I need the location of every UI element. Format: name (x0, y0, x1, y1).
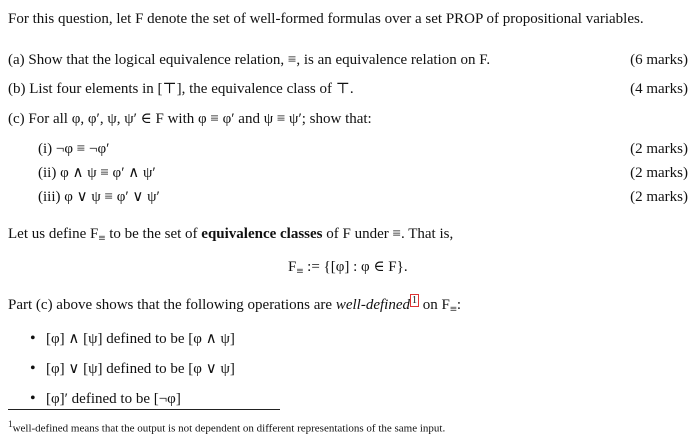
operation-item: [φ] ∨ [ψ] defined to be [φ ∨ ψ] (46, 361, 235, 377)
wd-suffix: on F (418, 297, 450, 313)
formula-rhs: := {[φ] : φ ∈ F}. (303, 259, 408, 275)
bullet-icon: • (30, 360, 36, 377)
footnote (8, 415, 445, 438)
operation-item: [φ] ∧ [ψ] defined to be [φ ∧ ψ] (46, 331, 235, 347)
well-defined-text (8, 294, 461, 318)
formula-lhs: F (288, 259, 297, 275)
definition-subscript: ≡ (98, 231, 106, 245)
set-formula (288, 258, 408, 280)
subpart-i-marks: (2 marks) (630, 141, 688, 157)
subpart-ii-marks: (2 marks) (630, 165, 688, 181)
subpart-ii-text: (ii) φ ∧ ψ ≡ φ′ ∧ ψ′ (38, 165, 156, 181)
subpart-i-text: (i) ¬φ ≡ ¬φ′ (38, 141, 110, 157)
definition-text (8, 225, 453, 247)
definition-suffix: of F under ≡. That is, (322, 226, 454, 242)
part-b-marks: (4 marks) (630, 81, 688, 97)
part-c-text: (c) For all φ, φ′, ψ, ψ′ ∈ F with φ ≡ φ′ and ψ ≡ ψ′; show that: (8, 111, 372, 127)
subpart-iii-marks: (2 marks) (630, 189, 688, 205)
wd-italic: well-defined (335, 297, 410, 313)
bullet-icon: • (30, 330, 36, 347)
formula-subscript: ≡ (296, 264, 304, 278)
subpart-iii-text: (iii) φ ∨ ψ ≡ φ′ ∨ ψ′ (38, 189, 160, 205)
wd-end: : (456, 297, 462, 313)
definition-prefix: Let us define F (8, 226, 99, 242)
footnote-marker[interactable]: 1 (411, 295, 417, 306)
part-a-marks: (6 marks) (630, 52, 688, 68)
footnote-text: well-defined means that the output is not dependent on different representations of the same input. (12, 422, 446, 435)
footnote-number: 1 (8, 419, 13, 429)
bullet-icon: • (30, 390, 36, 407)
footnote-divider (8, 409, 280, 410)
definition-middle: to be the set of (105, 226, 202, 242)
definition-bold: equivalence classes (201, 226, 323, 242)
wd-prefix: Part (c) above shows that the following operations are (8, 297, 336, 313)
operation-item: [φ]′ defined to be [¬φ] (46, 391, 181, 407)
part-a-text: (a) Show that the logical equivalence relation, ≡, is an equivalence relation on F. (8, 52, 491, 68)
part-b-text: (b) List four elements in [⊤], the equivalence class of ⊤. (8, 81, 354, 97)
intro-text: For this question, let F denote the set of well-formed formulas over a set PROP of propositional variables. (8, 11, 644, 27)
wd-subscript: ≡ (449, 302, 457, 316)
